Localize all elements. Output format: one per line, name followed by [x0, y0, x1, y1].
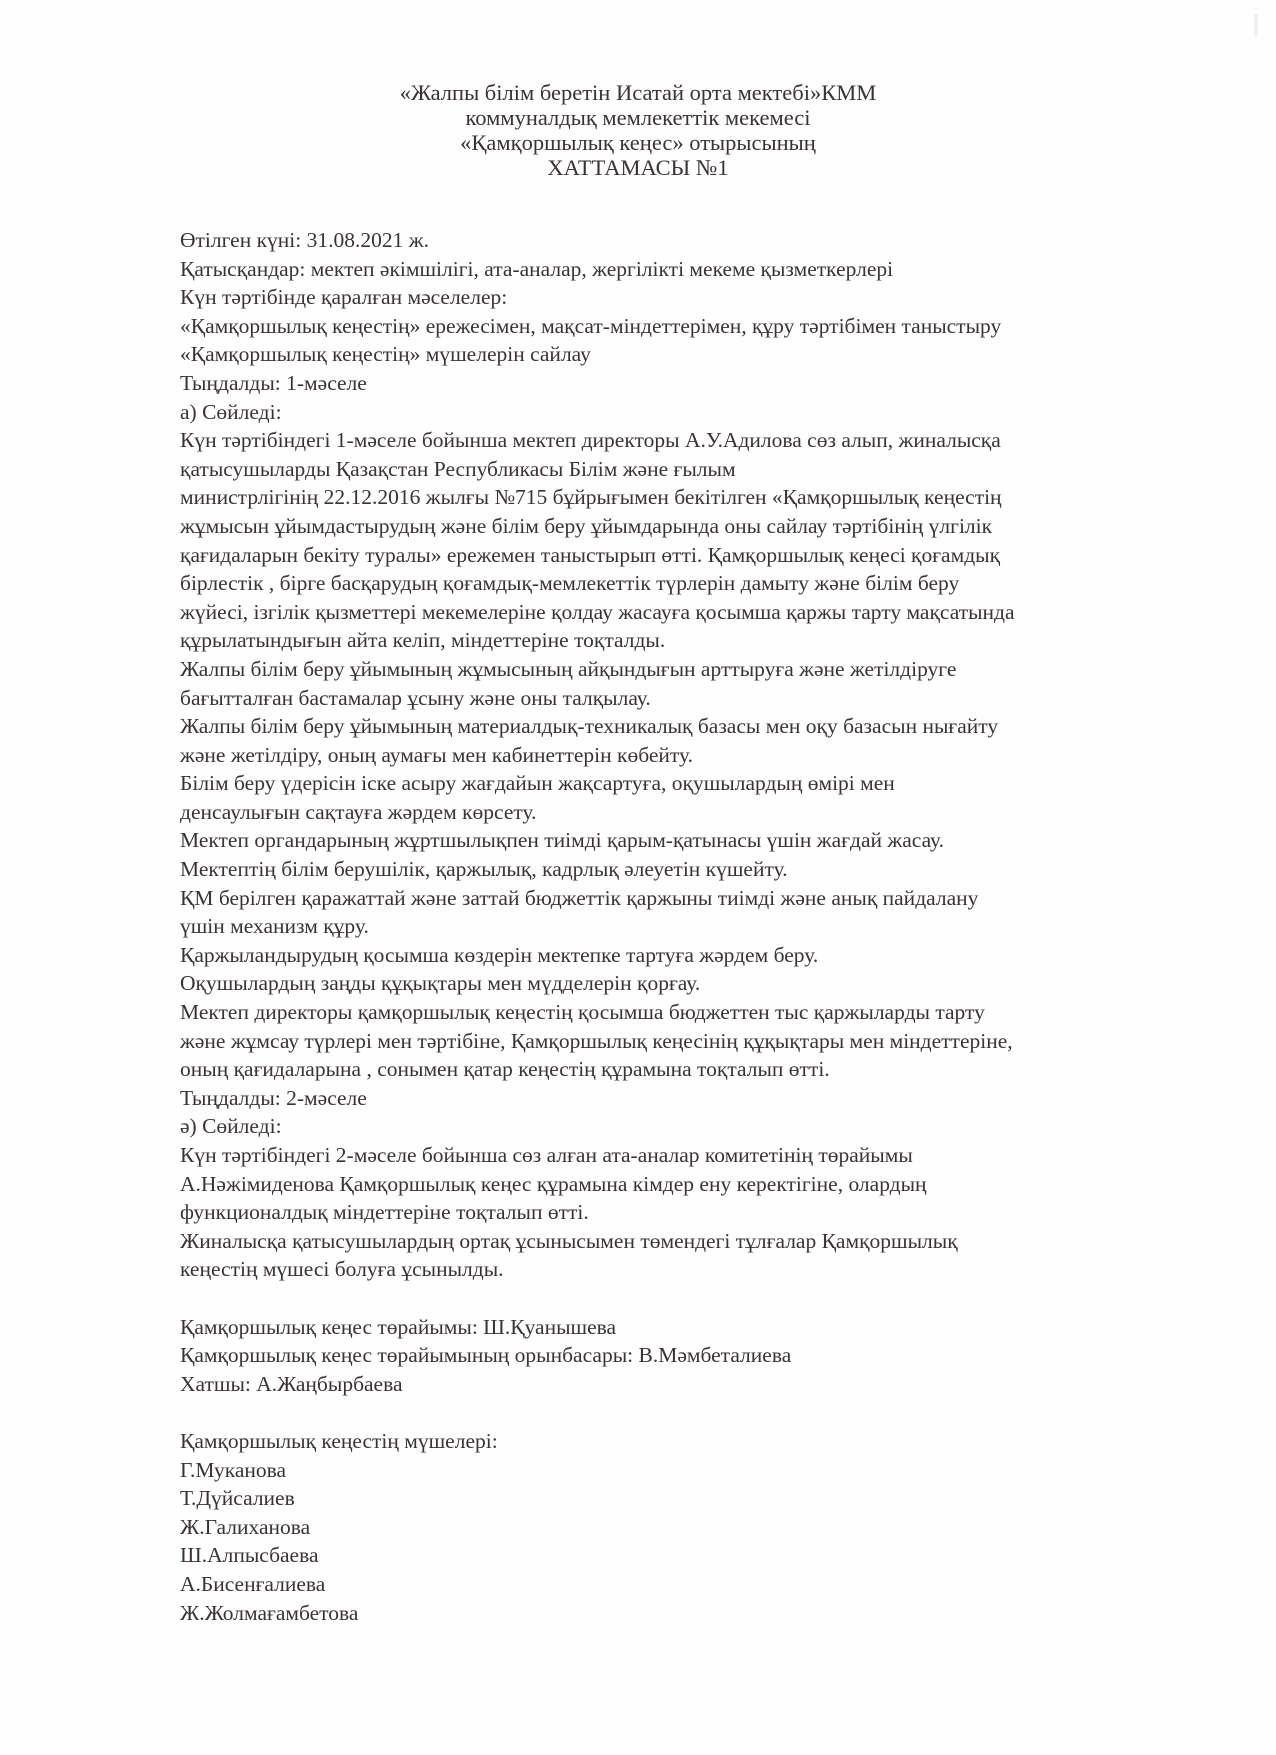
officer-vice-chair: Қамқоршылық кеңес төрайымының орынбасары: В.Мәмбеталиева	[180, 1343, 792, 1368]
issue1-text-line: үшін механизм құру.	[180, 914, 369, 939]
issue1-text-line: министрлігінің 22.12.2016 жылғы №715 бұйрығымен бекітілген «Қамқоршылық кеңестің	[180, 485, 1002, 510]
issue1-text-line: Жалпы білім беру ұйымының материалдық-техникалық базасы мен оқу базасын нығайту	[180, 714, 999, 739]
issue2-heard: Тыңдалды: 2-мәселе	[180, 1085, 367, 1110]
agenda-item: «Қамқоршылық кеңестің» ережесімен, мақсат-міндеттерімен, құру тәртібімен таныстыру	[180, 313, 1002, 338]
issue1-text-line: бірлестік , бірге басқарудың қоғамдық-мемлекеттік түрлерін дамыту және білім беру	[180, 571, 960, 596]
scan-artifact	[1254, 14, 1258, 36]
header-organization: «Жалпы білім беретін Исатай орта мектебі»КММ	[399, 80, 877, 105]
issue1-text-line: қатысушыларды Қазақстан Республикасы Білім және ғылым	[180, 456, 736, 481]
issue2-text-line: кеңестің мүшесі болуға ұсынылды.	[180, 1257, 504, 1282]
issue2-text-line: Күн тәртібіндегі 2-мәселе бойынша сөз алған ата-аналар комитетінің төрайымы	[180, 1143, 913, 1167]
issue1-text-line: Мектеп директоры қамқоршылық кеңестің қосымша бюджеттен тыс қаржыларды тарту	[180, 1000, 985, 1025]
issue1-text-line: және жұмсау түрлері мен тәртібіне, Қамқоршылық кеңесінің құқықтары мен міндеттеріне,	[180, 1028, 1013, 1053]
issue1-text-line: денсаулығын сақтауға жәрдем көрсету.	[180, 799, 537, 824]
issue1-text-line: Оқушылардың заңды құқықтары мен мүдделерін қорғау.	[180, 971, 701, 996]
issue2-text-line: функционалдық міндеттеріне тоқталып өтті.	[180, 1200, 589, 1225]
document-title: ХАТТАМАСЫ №1	[547, 155, 729, 180]
document-header	[0, 80, 1276, 180]
officer-chair: Қамқоршылық кеңес төрайымы: Ш.Қуанышева	[180, 1314, 617, 1339]
issue1-text-line: ҚМ берілген қаражаттай және заттай бюджеттік қаржыны тиімді және анық пайдалану	[180, 885, 979, 910]
member: Ж.Галиханова	[180, 1514, 311, 1539]
issue1-spoke: а) Сөйледі:	[180, 399, 282, 424]
issue1-text-line: Мектептің білім берушілік, қаржылық, кадрлық әлеуетін күшейту.	[180, 857, 788, 882]
member: Г.Муканова	[180, 1457, 287, 1482]
spacer	[180, 1284, 1180, 1313]
issue1-text-line: және жетілдіру, оның аумағы мен кабинеттерін көбейту.	[180, 742, 694, 767]
issue1-text-line: Қаржыландырудың қосымша көздерін мектепке тартуға жәрдем беру.	[180, 942, 819, 967]
issue1-text-line: Білім беру үдерісін іске асыру жағдайын жақсартуға, оқушылардың өмірі мен	[180, 771, 895, 796]
issue2-spoke: ә) Сөйледі:	[180, 1114, 282, 1139]
issue1-text-line: оның қағидаларына , сонымен қатар кеңестің құрамына тоқталып өтті.	[180, 1057, 830, 1082]
member: Т.Дүйсалиев	[180, 1486, 295, 1511]
document-body	[180, 226, 1180, 1627]
issue1-text-line: Мектеп органдарының жұртшылықпен тиімді қарым-қатынасы үшін жағдай жасау.	[180, 828, 945, 853]
participants: Қатысқандар: мектеп әкімшілігі, ата-аналар, жергілікті мекеме қызметкерлері	[180, 256, 894, 281]
header-institution-type: коммуналдық мемлекеттік мекемесі	[465, 105, 811, 130]
issue2-text-line: А.Нәжімиденова Қамқоршылық кеңес құрамына кімдер ену керектігіне, олардың	[180, 1171, 927, 1196]
issue1-text-line: қағидаларын бекіту туралы» ережемен таныстырып өтті. Қамқоршылық кеңесі қоғамдық	[180, 542, 1001, 567]
agenda-title: Күн тәртібінде қаралған мәселелер:	[180, 285, 508, 310]
issue1-text-line: Жалпы білім беру ұйымының жұмысының айқындығын арттыруға және жетілдіруге	[180, 656, 957, 681]
member: Ж.Жолмағамбетова	[180, 1600, 359, 1625]
issue1-text-line: Күн тәртібіндегі 1-мәселе бойынша мектеп директоры А.У.Адилова сөз алып, жиналысқа	[180, 428, 1001, 453]
members-title: Қамқоршылық кеңестің мүшелері:	[180, 1428, 498, 1453]
issue1-text-line: құрылатындығын айта келіп, міндеттеріне тоқталды.	[180, 628, 666, 653]
header-meeting: «Қамқоршылық кеңес» отырысының	[460, 130, 816, 155]
issue1-text-line: бағытталған бастамалар ұсыну және оны талқылау.	[180, 685, 651, 710]
meeting-date: Өтілген күні: 31.08.2021 ж.	[180, 228, 429, 252]
issue1-text-line: жүйесі, ізгілік қызметтері мекемелеріне қолдау жасауға қосымша қаржы тарту мақсатында	[180, 599, 1015, 624]
member: Ш.Алпысбаева	[180, 1543, 319, 1568]
agenda-item: «Қамқоршылық кеңестің» мүшелерін сайлау	[180, 342, 591, 367]
spacer	[180, 1398, 1180, 1427]
member: А.Бисенғалиева	[180, 1571, 326, 1596]
issue1-heard: Тыңдалды: 1-мәселе	[180, 370, 367, 395]
issue2-text-line: Жиналысқа қатысушылардың ортақ ұсынысымен төмендегі тұлғалар Қамқоршылық	[180, 1228, 958, 1253]
issue1-text-line: жұмысын ұйымдастырудың және білім беру ұйымдарында оны сайлау тәртібінің үлгілік	[180, 513, 993, 538]
officer-secretary: Хатшы: А.Жаңбырбаева	[180, 1371, 403, 1396]
